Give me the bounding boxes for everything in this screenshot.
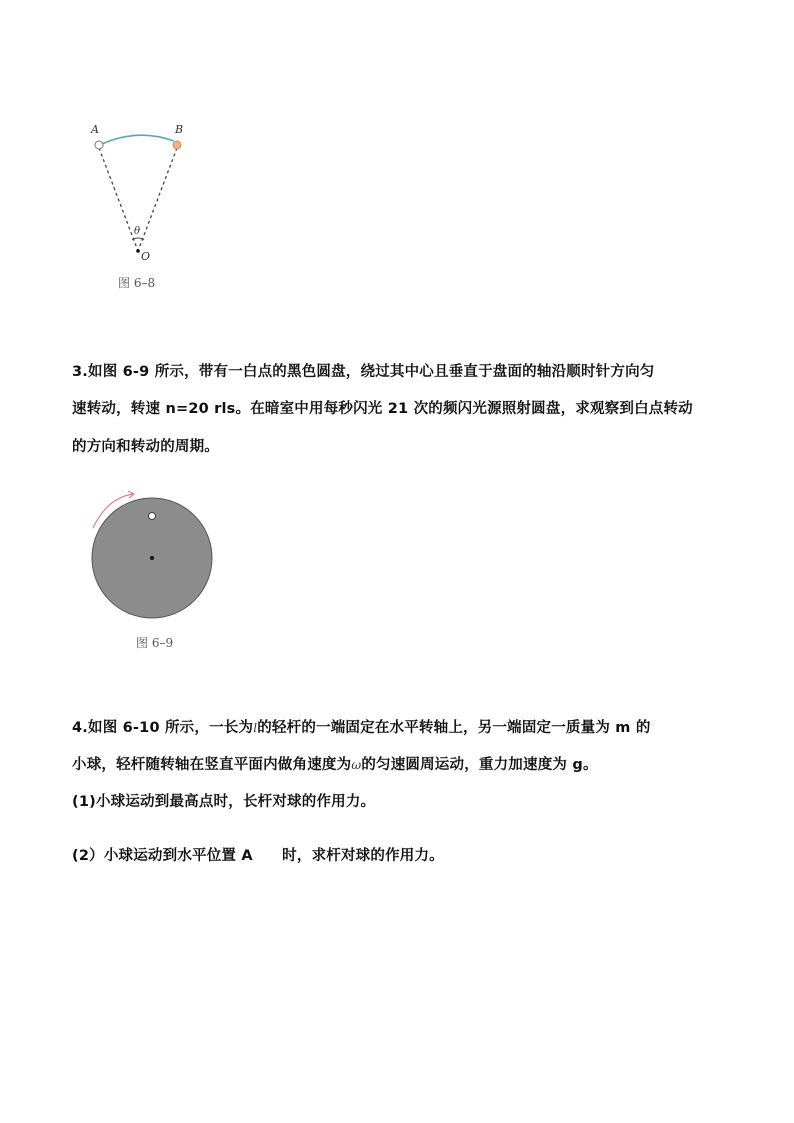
question-4-line-1-start: 4.如图 6-10 所示，一长为	[72, 720, 254, 736]
figure-6-8-caption: 图 6–8	[118, 276, 156, 290]
question-4-part-2: (2）小球运动到水平位置 A 时，求杆对球的作用力。	[72, 848, 444, 864]
figure-6-9-diagram	[85, 490, 220, 625]
figure-6-9	[85, 490, 220, 625]
question-3-line-3: 的方向和转动的周期。	[72, 439, 219, 455]
ball-b	[173, 141, 181, 149]
question-3-line-1: 3.如图 6-9 所示，带有一白点的黑色圆盘，绕过其中心且垂直于盘面的轴沿顺时针方向匀	[72, 364, 655, 380]
label-b: B	[175, 123, 184, 136]
label-theta: θ	[134, 226, 141, 237]
question-4-line-1	[72, 716, 651, 737]
rod-ob-dashed	[138, 148, 177, 251]
figure-6-8	[80, 118, 200, 268]
rod-length-variable: l	[253, 721, 258, 735]
question-4-part-1: (1)小球运动到最高点时，长杆对球的作用力。	[72, 794, 376, 810]
rod-oa-dashed	[99, 148, 141, 251]
label-a: A	[91, 123, 99, 136]
white-dot	[149, 513, 156, 520]
question-4-line-2-start: 小球，轻杆随转轴在竖直平面内做角速度为	[72, 757, 352, 773]
disk-center	[150, 556, 154, 560]
figure-6-9-caption: 图 6–9	[136, 636, 174, 650]
label-o: O	[141, 250, 151, 263]
angular-velocity-variable: ω	[351, 758, 362, 772]
swing-arc	[102, 135, 174, 144]
pivot-point-o	[136, 249, 140, 253]
ball-a	[95, 141, 103, 149]
figure-6-8-diagram	[80, 118, 200, 268]
question-4-line-2	[72, 753, 598, 774]
question-4-line-1-end: 的轻杆的一端固定在水平转轴上，另一端固定一质量为 m 的	[257, 720, 651, 736]
question-4-line-2-end: 的匀速圆周运动，重力加速度为 g。	[361, 757, 598, 773]
question-3-line-2: 速转动，转速 n=20 rls。在暗室中用每秒闪光 21 次的频闪光源照射圆盘，求观察到白点转动	[72, 401, 693, 417]
